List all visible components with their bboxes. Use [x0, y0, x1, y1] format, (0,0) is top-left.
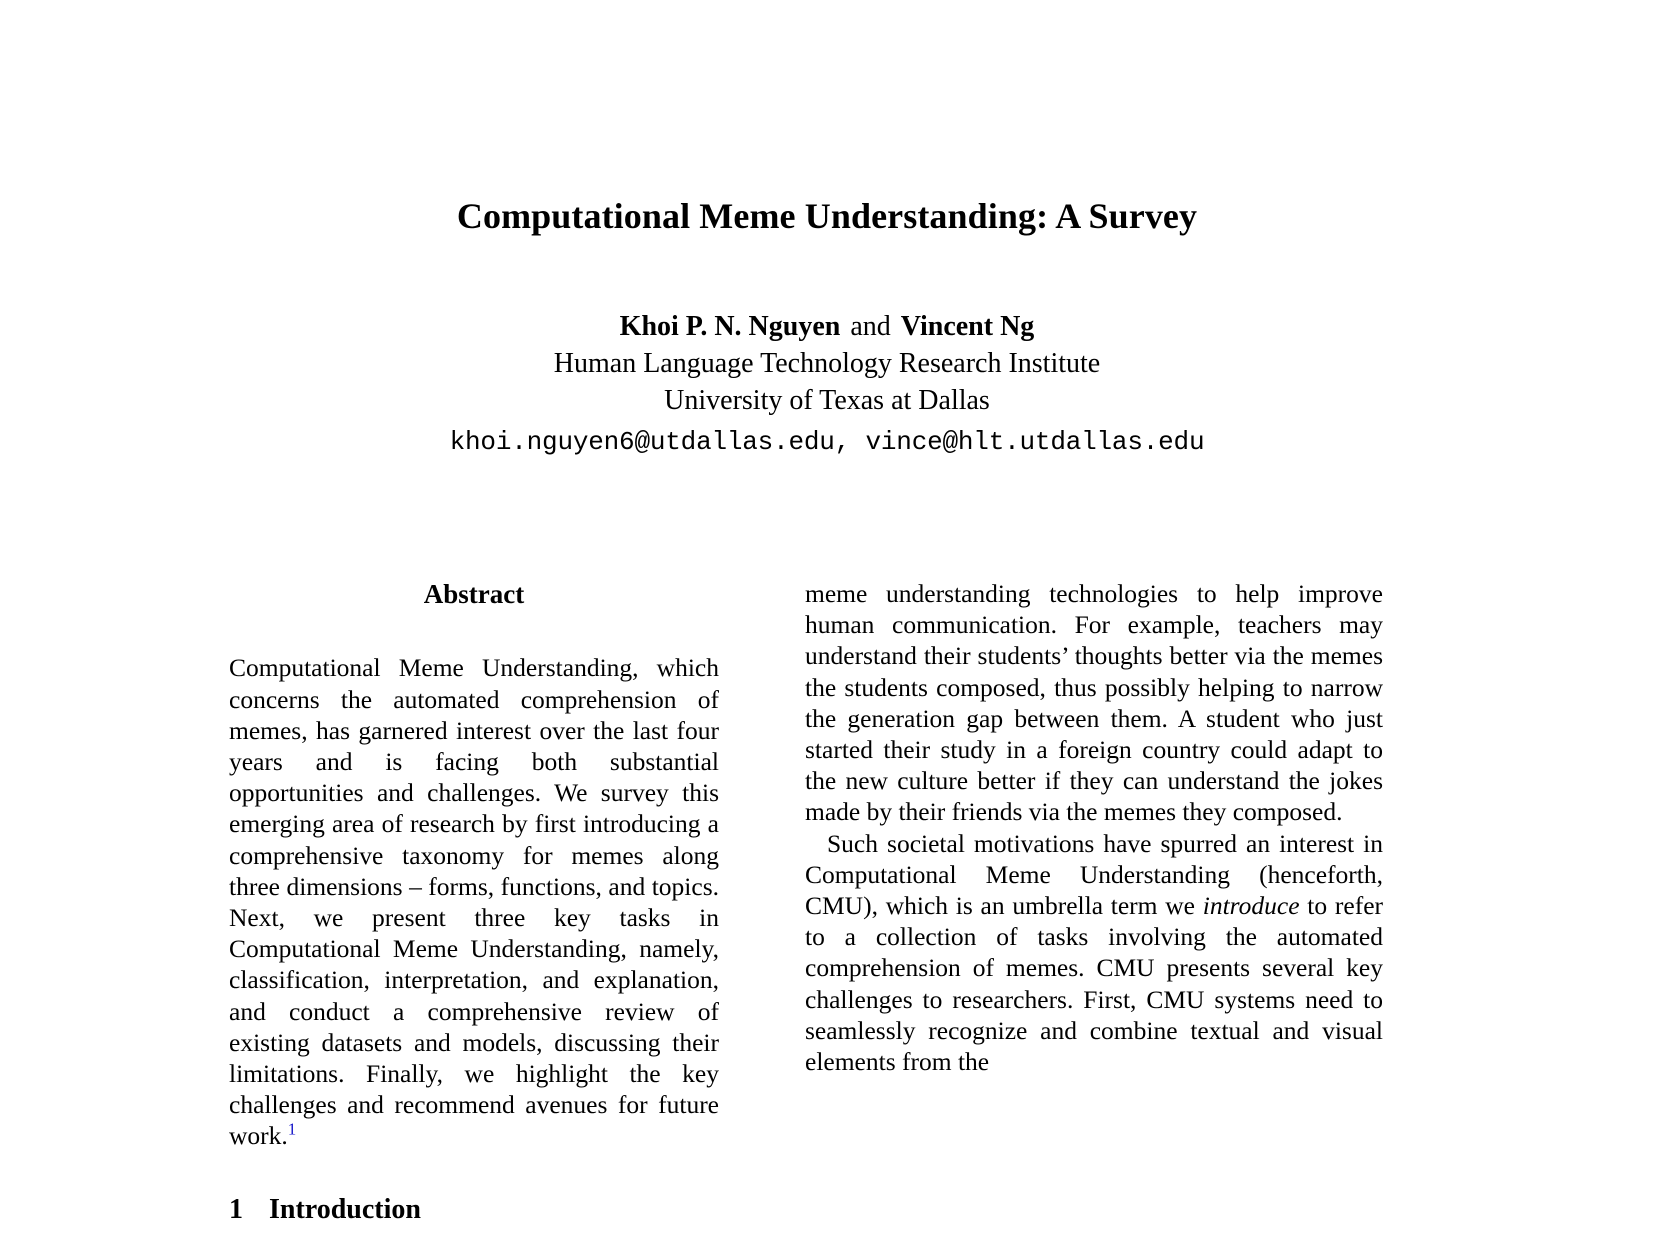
- author-block: [0, 308, 1654, 461]
- page-title: Computational Meme Understanding: A Survey: [456, 196, 1198, 236]
- right-column: [805, 578, 1383, 1241]
- author-names: [0, 308, 1654, 345]
- author-emails: khoi.nguyen6@utdallas.edu, vince@hlt.utdallas.edu: [449, 426, 1205, 457]
- intro-paragraph-2-part-2: to refer to a collection of tasks involving the automated comprehension of memes. CMU presents several key challenges to researchers. First, CMU systems need to seamlessly recognize and combine textual and visual elements from the: [805, 891, 1383, 1077]
- intro-paragraph-2: [805, 828, 1383, 1078]
- author-conjunction: and: [850, 311, 891, 342]
- affiliation-university: University of Texas at Dallas: [664, 385, 990, 417]
- abstract-body: Computational Meme Understanding, which concerns the automated comprehension of memes, has garnered interest over the last four years and is facing both substantial opportunities and challenges. We survey this emerging area of research by first introducing a comprehensive taxonomy for memes along three dimensions – forms, functions, and topics. Next, we present three key tasks in Computational Meme Understanding, namely, classification, interpretation, and explanation, and conduct a comprehensive review of existing datasets and models, discussing their limitations. Finally, we highlight the key challenges and recommend avenues for future work.: [229, 653, 719, 1151]
- footnote-reference-1[interactable]: 1: [287, 1119, 297, 1139]
- section-number: 1: [229, 1193, 243, 1225]
- intro-paragraph-2-part-1: Such societal motivations have spurred an interest in Computational Meme Understanding (henceforth, CMU), which is an umbrella term we: [805, 828, 1383, 921]
- author-name-second: Vincent Ng: [900, 311, 1035, 342]
- body-columns: [0, 578, 1654, 1241]
- term-introduce-emphasis: introduce: [1202, 891, 1300, 921]
- intro-paragraph-1: meme understanding technologies to help improve human communication. For example, teachers may understand their students’ thoughts better via the memes the students composed, thus possibly helping to narrow the generation gap between them. A student who just started their study in a foreign country could adapt to the new culture better if they can understand the jokes made by their friends via the memes they composed.: [805, 579, 1383, 827]
- section-title: Introduction: [269, 1193, 421, 1225]
- title-block: [0, 196, 1654, 237]
- section-heading-introduction: [229, 1192, 719, 1227]
- abstract-text: [229, 652, 719, 1151]
- author-name-first: Khoi P. N. Nguyen: [619, 311, 841, 342]
- abstract-heading: Abstract: [423, 579, 525, 609]
- left-column: [229, 578, 719, 1241]
- affiliation-institute: Human Language Technology Research Institute: [553, 348, 1101, 380]
